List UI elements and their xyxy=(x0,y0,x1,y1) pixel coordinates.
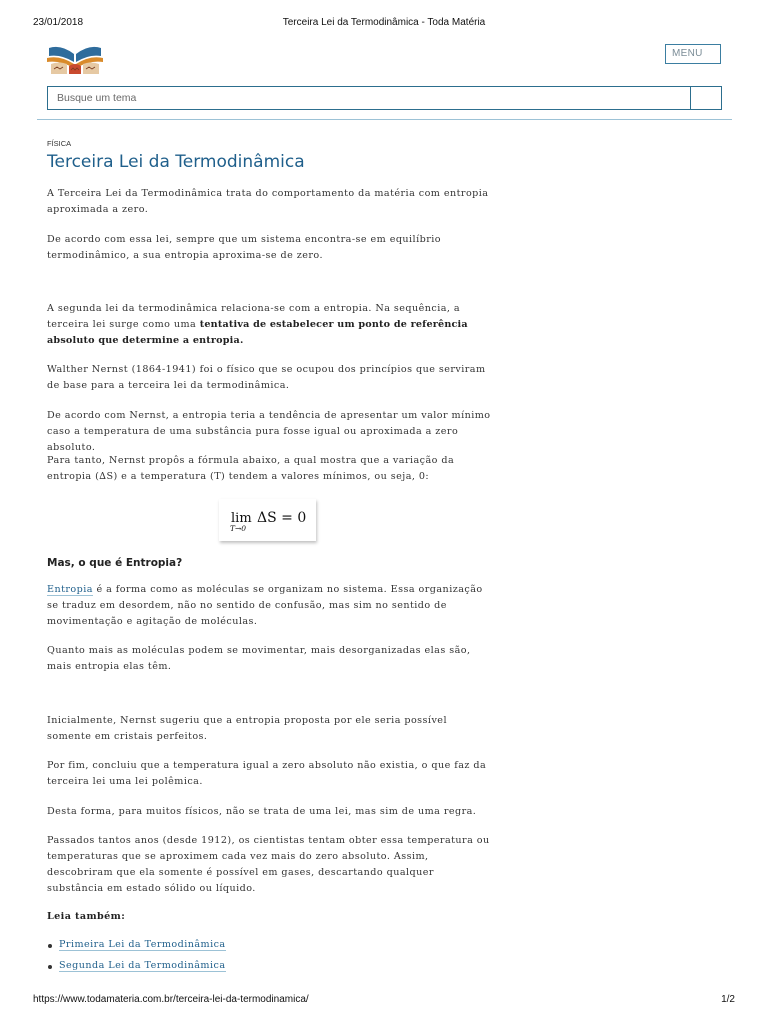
print-url: https://www.todamateria.com.br/terceira-lei-da-termodinamica/ xyxy=(33,994,309,1005)
paragraph-molecules: Quanto mais as moléculas podem se movimentar, mais desorganizadas elas são, mais entropia elas têm. xyxy=(47,645,471,672)
print-date: 23/01/2018 xyxy=(33,17,84,28)
paragraph-second-law xyxy=(47,301,492,349)
list-item xyxy=(47,939,226,960)
related-link-first-law[interactable]: Primeira Lei da Termodinâmica xyxy=(59,939,226,950)
formula-lim: lim xyxy=(231,511,252,526)
list-item xyxy=(47,960,226,981)
book-logo-icon xyxy=(45,44,105,76)
paragraph-intro: A Terceira Lei da Termodinâmica trata do comportamento da matéria com entropia aproximada a zero. xyxy=(47,188,489,215)
paragraph-absolute-zero: Passados tantos anos (desde 1912), os cientistas tentam obter essa temperatura ou temperaturas que se aproximem cada vez mais do zero absoluto. Assim, descobriram que ela somente é possível em gases, descartando qualquer substância em estado sólido ou líquido. xyxy=(47,835,490,894)
read-also-label: Leia também: xyxy=(47,911,126,922)
paragraph-entropy-definition-text: é a forma como as moléculas se organizam no sistema. Essa organização se traduz em desordem, não no sentido de confusão, mas sim no sentido de movimentação e agitação de moléculas. xyxy=(47,584,483,627)
menu-button[interactable]: MENU xyxy=(665,44,721,64)
print-header xyxy=(0,17,768,31)
formula-image xyxy=(219,499,316,541)
paragraph-entropy-definition xyxy=(47,582,492,630)
search-input[interactable] xyxy=(48,87,710,109)
paragraph-second-law-text: A segunda lei da termodinâmica relaciona-se com a entropia. Na sequência, a terceira lei surge como uma xyxy=(47,303,461,330)
print-page-number: 1/2 xyxy=(721,994,735,1005)
section-heading-entropy: Mas, o que é Entropia? xyxy=(47,557,183,569)
formula-expression: ΔS = 0 xyxy=(257,510,307,526)
category-label[interactable]: FÍSICA xyxy=(47,139,72,148)
paragraph-second-law-bold: tentativa de estabelecer um ponto de referência absoluto que determine a entropia. xyxy=(47,319,468,346)
paragraph-formula-intro: Para tanto, Nernst propôs a fórmula abaixo, a qual mostra que a variação da entropia (∆S) e a temperatura (T) tendem a valores mínimos, ou seja, 0: xyxy=(47,455,455,482)
search-bar xyxy=(47,86,722,110)
paragraph-controversy: Por fim, concluiu que a temperatura igual a zero absoluto não existia, o que faz da terceira lei uma lei polêmica. xyxy=(47,760,487,787)
paragraph-crystals: Inicialmente, Nernst sugeriu que a entropia proposta por ele seria possível somente em cristais perfeitos. xyxy=(47,715,447,742)
page-title: Terceira Lei da Termodinâmica xyxy=(47,152,305,172)
entropia-link[interactable]: Entropia xyxy=(47,584,93,595)
related-link-second-law[interactable]: Segunda Lei da Termodinâmica xyxy=(59,960,226,971)
paragraph-rule: Desta forma, para muitos físicos, não se trata de uma lei, mas sim de uma regra. xyxy=(47,806,477,817)
formula-subscript: T→0 xyxy=(230,524,247,533)
print-page-title: Terceira Lei da Termodinâmica - Toda Matéria xyxy=(282,17,486,28)
header-divider xyxy=(37,119,732,120)
paragraph-equilibrium: De acordo com essa lei, sempre que um sistema encontra-se em equilíbrio termodinâmico, a sua entropia aproxima-se de zero. xyxy=(47,234,441,261)
paragraph-nernst: Walther Nernst (1864-1941) foi o físico que se ocupou dos princípios que serviram de base para a terceira lei da termodinâmica. xyxy=(47,364,486,391)
paragraph-nernst-entropy: De acordo com Nernst, a entropia teria a tendência de apresentar um valor mínimo caso a temperatura de uma substância pura fosse igual ou aproximada a zero absoluto. xyxy=(47,410,491,453)
search-button[interactable] xyxy=(690,87,721,109)
print-footer xyxy=(0,994,768,1008)
related-links xyxy=(47,939,226,981)
site-logo[interactable] xyxy=(45,44,105,76)
